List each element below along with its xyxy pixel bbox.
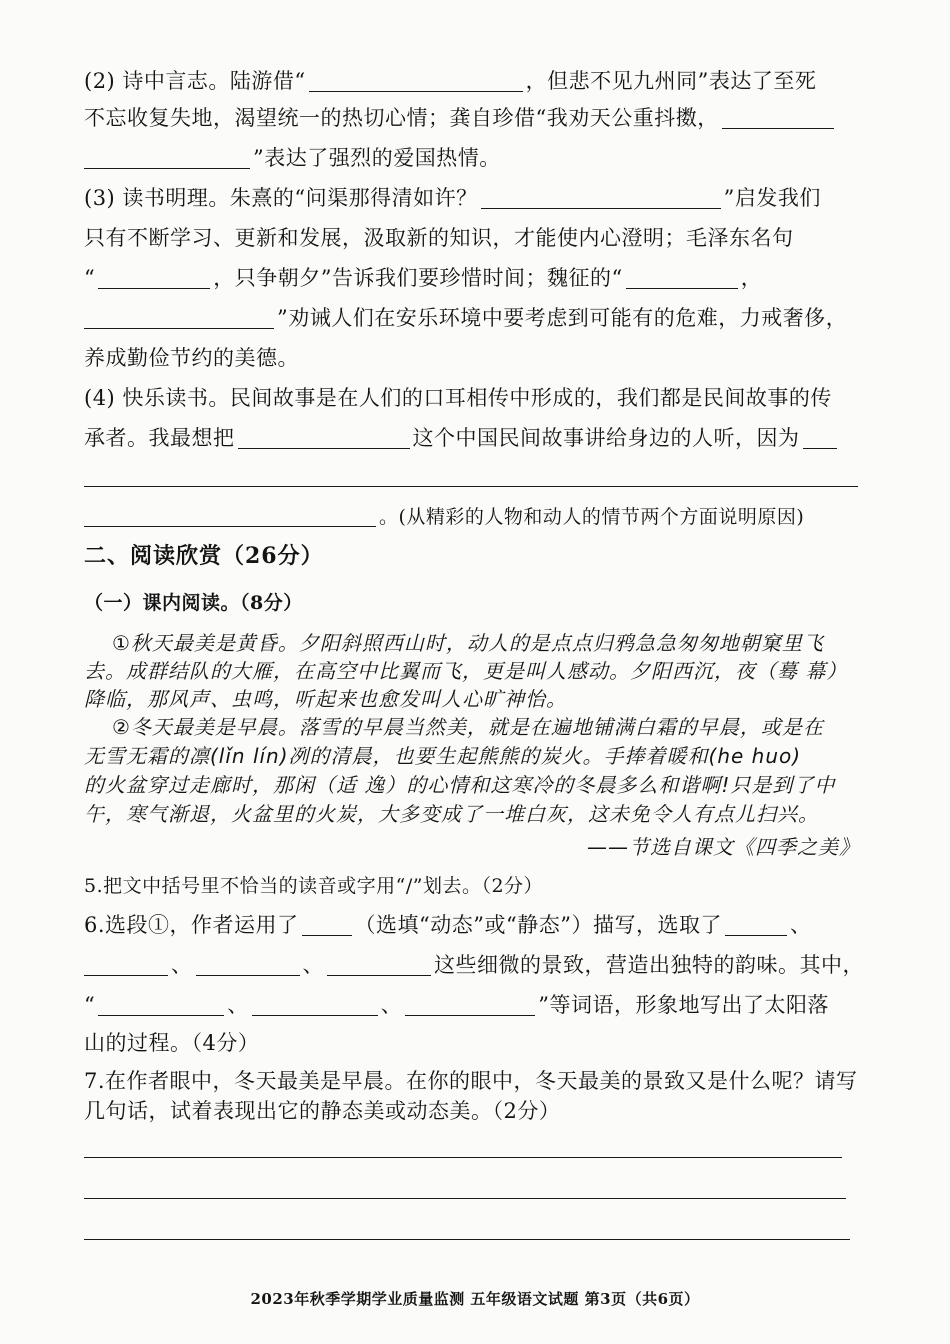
- answer-blank[interactable]: [803, 426, 837, 449]
- page-footer: 2023年秋季学期学业质量监测 五年级语文试题 第3页（共6页）: [250, 1290, 700, 1308]
- text: ”表达了强烈的爱国热情。: [253, 146, 501, 170]
- text: ”启发我们: [723, 186, 821, 210]
- q4-part3-line3: [84, 263, 864, 293]
- passage-source: ——节选自课文《四季之美》: [587, 835, 860, 859]
- subsection-title: （一）课内阅读。（8分）: [84, 592, 303, 614]
- text: (2) 诗中言志。陆游借“: [84, 69, 306, 93]
- answer-blank[interactable]: [84, 953, 168, 976]
- q4-part3-line1: [84, 183, 864, 213]
- text: ，只争朝夕”告诉我们要珍惜时间；魏征的“: [213, 266, 623, 290]
- answer-blank[interactable]: [481, 186, 721, 209]
- text: 、: [380, 993, 403, 1017]
- q4-part3-line5: 养成勤俭节约的美德。: [84, 346, 299, 370]
- text: 。(从精彩的人物和动人的情节两个方面说明原因): [379, 506, 805, 528]
- text: 这个中国民间故事讲给身边的人听，因为: [412, 426, 800, 450]
- q4-part4-line2: [84, 423, 864, 453]
- q4-part2-line1: [84, 66, 864, 96]
- answer-blank[interactable]: [84, 306, 274, 329]
- text: 、: [302, 953, 324, 977]
- question-6-line1: [84, 910, 864, 940]
- text: ，但悲不见九州同”表达了至死: [525, 69, 817, 93]
- question-6-line3: [84, 990, 864, 1020]
- q4-part3-line2: 只有不断学习、更新和发展，汲取新的知识，才能使内心澄明；毛泽东名句: [84, 226, 794, 250]
- question-6-line4: 山的过程。（4分）: [84, 1031, 260, 1055]
- text: 、: [227, 993, 249, 1017]
- answer-line[interactable]: [84, 486, 858, 487]
- text: 、: [171, 953, 193, 977]
- q4-part3-line4: [84, 303, 864, 333]
- question-7-line2: 几句话，试着表现出它的静态美或动态美。（2分）: [84, 1099, 561, 1123]
- answer-blank[interactable]: [84, 504, 376, 527]
- answer-blank[interactable]: [252, 993, 378, 1016]
- question-5: 5.把文中括号里不恰当的读音或字用“/”划去。（2分）: [84, 875, 544, 897]
- q4-part2-line2: [84, 103, 864, 133]
- answer-line[interactable]: [84, 1198, 846, 1199]
- answer-blank[interactable]: [98, 993, 224, 1016]
- passage-line: 无雪无霜的凛(lǐn lín)冽的清晨，也要生起熊熊的炭火。手捧着暖和(he huo): [84, 744, 802, 768]
- answer-blank[interactable]: [238, 426, 410, 449]
- text: ”等词语，形象地写出了太阳落: [538, 993, 829, 1017]
- passage-line: ②冬天最美是早晨。落雪的早晨当然美，就是在遍地铺满白霜的早晨，或是在: [112, 715, 824, 739]
- text: ”劝诫人们在安乐环境中要考虑到可能有的危难，力戒奢侈，: [277, 306, 848, 330]
- text: （选填“动态”或“静态”）描写，选取了: [354, 913, 722, 937]
- answer-blank[interactable]: [722, 106, 834, 129]
- passage-line: 去。成群结队的大雁，在高空中比翼而飞，更是叫人感动。夕阳西沉，夜（蓦 幕）: [84, 659, 848, 683]
- text: 这些细微的景致，营造出独特的韵味。其中，: [434, 953, 864, 977]
- question-6-line2: [84, 950, 864, 980]
- passage-line: 的火盆穿过走廊时，那闲（适 逸）的心情和这寒冷的冬晨多么和谐啊!只是到了中: [84, 773, 836, 797]
- text: 不忘收复失地，渴望统一的热切心情；龚自珍借“我劝天公重抖擞，: [84, 106, 719, 130]
- text: 6.选段①，作者运用了: [84, 913, 299, 937]
- text: “: [84, 993, 96, 1017]
- answer-blank[interactable]: [302, 913, 352, 936]
- passage-line: 午，寒气渐退，火盆里的火炭，大多变成了一堆白灰，这未免令人有点儿扫兴。: [84, 802, 819, 826]
- passage-line: 降临，那风声、虫鸣，听起来也愈发叫人心旷神怡。: [84, 687, 567, 711]
- text: 、: [790, 913, 812, 937]
- text: “: [84, 266, 96, 290]
- answer-line[interactable]: [84, 1239, 850, 1240]
- answer-blank[interactable]: [405, 993, 535, 1016]
- answer-blank[interactable]: [98, 266, 210, 289]
- question-7-line1: 7.在作者眼中，冬天最美是早晨。在你的眼中，冬天最美的景致又是什么呢？请写: [84, 1069, 858, 1093]
- answer-blank[interactable]: [327, 953, 431, 976]
- text: 承者。我最想把: [84, 426, 235, 450]
- answer-blank[interactable]: [626, 266, 738, 289]
- text: ，: [740, 266, 763, 290]
- q4-part4-line1: (4) 快乐读书。民间故事是在人们的口耳相传中形成的，我们都是民间故事的传: [84, 386, 832, 410]
- answer-blank[interactable]: [196, 953, 300, 976]
- text: (3) 读书明理。朱熹的“问渠那得清如许？: [84, 186, 478, 210]
- q4-part2-line3: [84, 143, 864, 173]
- answer-blank[interactable]: [309, 69, 523, 92]
- answer-blank[interactable]: [725, 913, 787, 936]
- answer-line[interactable]: [84, 1157, 842, 1158]
- passage-line: ①秋天最美是黄昏。夕阳斜照西山时，动人的是点点归鸦急急匆匆地朝窠里飞: [112, 631, 824, 655]
- answer-blank[interactable]: [84, 146, 250, 169]
- q4-part4-line4: [84, 501, 864, 532]
- section-title: 二、阅读欣赏（26分）: [84, 543, 324, 569]
